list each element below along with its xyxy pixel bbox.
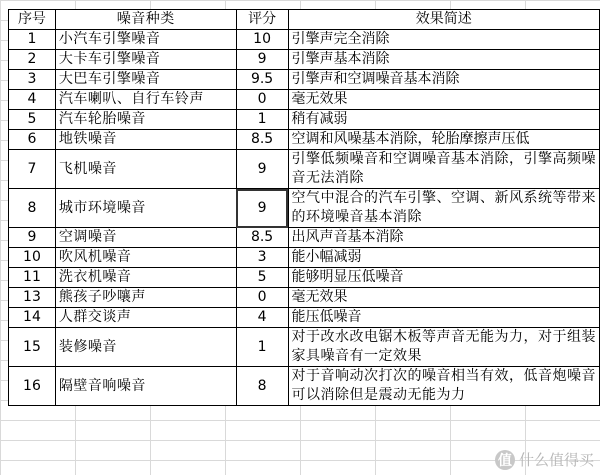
cell-score[interactable]: 10: [236, 30, 288, 50]
cell-score[interactable]: 8: [236, 367, 288, 406]
cell-num[interactable]: 10: [9, 248, 56, 268]
cell-num[interactable]: 16: [9, 367, 56, 406]
cell-type[interactable]: 汽车轮胎噪音: [55, 110, 236, 130]
watermark: [495, 449, 594, 470]
cell-desc[interactable]: 能小幅减弱: [288, 248, 599, 268]
cell-score[interactable]: 3: [236, 248, 288, 268]
cell-desc[interactable]: 能够明显压低噪音: [288, 268, 599, 288]
cell-score[interactable]: 5: [236, 268, 288, 288]
cell-desc[interactable]: 对于音响动次打次的噪音相当有效，低音炮噪音可以消除但是震动无能为力: [288, 367, 599, 406]
table-row: [9, 288, 600, 308]
cell-type[interactable]: 大卡车引擎噪音: [55, 50, 236, 70]
header-cell-num[interactable]: 序号: [9, 10, 56, 30]
cell-score[interactable]: 9: [236, 150, 288, 189]
cell-type[interactable]: 洗衣机噪音: [55, 268, 236, 288]
cell-score[interactable]: 4: [236, 308, 288, 328]
header-cell-score[interactable]: 评分: [236, 10, 288, 30]
table-row: [9, 150, 600, 189]
cell-desc[interactable]: 空调和风噪基本消除，轮胎摩擦声压低: [288, 130, 599, 150]
table-row: [9, 248, 600, 268]
cell-score[interactable]: 8.5: [236, 228, 288, 248]
watermark-logo-icon: 值: [495, 450, 515, 470]
table-row: [9, 110, 600, 130]
cell-score[interactable]: 9: [236, 50, 288, 70]
cell-type[interactable]: 隔壁音响噪音: [55, 367, 236, 406]
table-row: [9, 30, 600, 50]
cell-desc[interactable]: 出风声音基本消除: [288, 228, 599, 248]
table-row: [9, 328, 600, 367]
table-row: [9, 130, 600, 150]
cell-num[interactable]: 2: [9, 50, 56, 70]
cell-num[interactable]: 15: [9, 328, 56, 367]
cell-score[interactable]: 0: [236, 288, 288, 308]
cell-type[interactable]: 装修噪音: [55, 328, 236, 367]
cell-desc[interactable]: 引擎声基本消除: [288, 50, 599, 70]
cell-type[interactable]: 吹风机噪音: [55, 248, 236, 268]
cell-type[interactable]: 城市环境噪音: [55, 189, 236, 228]
watermark-text: 什么值得买: [518, 451, 594, 469]
table-row: [9, 90, 600, 110]
cell-num[interactable]: 11: [9, 268, 56, 288]
cell-num[interactable]: 3: [9, 70, 56, 90]
noise-rating-table: [8, 9, 600, 406]
cell-type[interactable]: 地铁噪音: [55, 130, 236, 150]
cell-desc[interactable]: 引擎低频噪音和空调噪音基本消除，引擎高频噪音无法消除: [288, 150, 599, 189]
cell-num[interactable]: 13: [9, 288, 56, 308]
cell-num[interactable]: 8: [9, 189, 56, 228]
table-row: [9, 268, 600, 288]
cell-type[interactable]: 飞机噪音: [55, 150, 236, 189]
header-row: [9, 10, 600, 30]
cell-desc[interactable]: 能压低噪音: [288, 308, 599, 328]
cell-desc[interactable]: 稍有减弱: [288, 110, 599, 130]
cell-num[interactable]: 4: [9, 90, 56, 110]
cell-num[interactable]: 9: [9, 228, 56, 248]
cell-num[interactable]: 6: [9, 130, 56, 150]
cell-desc[interactable]: 毫无效果: [288, 288, 599, 308]
cell-desc[interactable]: 对于改水改电锯木板等声音无能为力，对于组装家具噪音有一定效果: [288, 328, 599, 367]
cell-num[interactable]: 5: [9, 110, 56, 130]
cell-score[interactable]: 1: [236, 110, 288, 130]
cell-score[interactable]: 8.5: [236, 130, 288, 150]
cell-type[interactable]: 熊孩子吵嚷声: [55, 288, 236, 308]
cell-desc[interactable]: 毫无效果: [288, 90, 599, 110]
cell-type[interactable]: 汽车喇叭、自行车铃声: [55, 90, 236, 110]
cell-score[interactable]: 9.5: [236, 70, 288, 90]
cell-type[interactable]: 人群交谈声: [55, 308, 236, 328]
cell-num[interactable]: 14: [9, 308, 56, 328]
header-cell-type[interactable]: 噪音种类: [55, 10, 236, 30]
table-row: [9, 70, 600, 90]
cell-type[interactable]: 空调噪音: [55, 228, 236, 248]
table-row: [9, 228, 600, 248]
table-row: [9, 367, 600, 406]
cell-num[interactable]: 7: [9, 150, 56, 189]
cell-desc[interactable]: 引擎声和空调噪音基本消除: [288, 70, 599, 90]
cell-score[interactable]: 0: [236, 90, 288, 110]
cell-desc[interactable]: 引擎声完全消除: [288, 30, 599, 50]
cell-type[interactable]: 小汽车引擎噪音: [55, 30, 236, 50]
cell-type[interactable]: 大巴车引擎噪音: [55, 70, 236, 90]
header-cell-desc[interactable]: 效果简述: [288, 10, 599, 30]
table-row: [9, 308, 600, 328]
cell-score[interactable]: 1: [236, 328, 288, 367]
cell-num[interactable]: 1: [9, 30, 56, 50]
table-row: [9, 189, 600, 228]
cell-desc[interactable]: 空气中混合的汽车引擎、空调、新风系统等带来的环境噪音基本消除: [288, 189, 599, 228]
cell-score-selected[interactable]: 9: [236, 189, 288, 228]
table-row: [9, 50, 600, 70]
